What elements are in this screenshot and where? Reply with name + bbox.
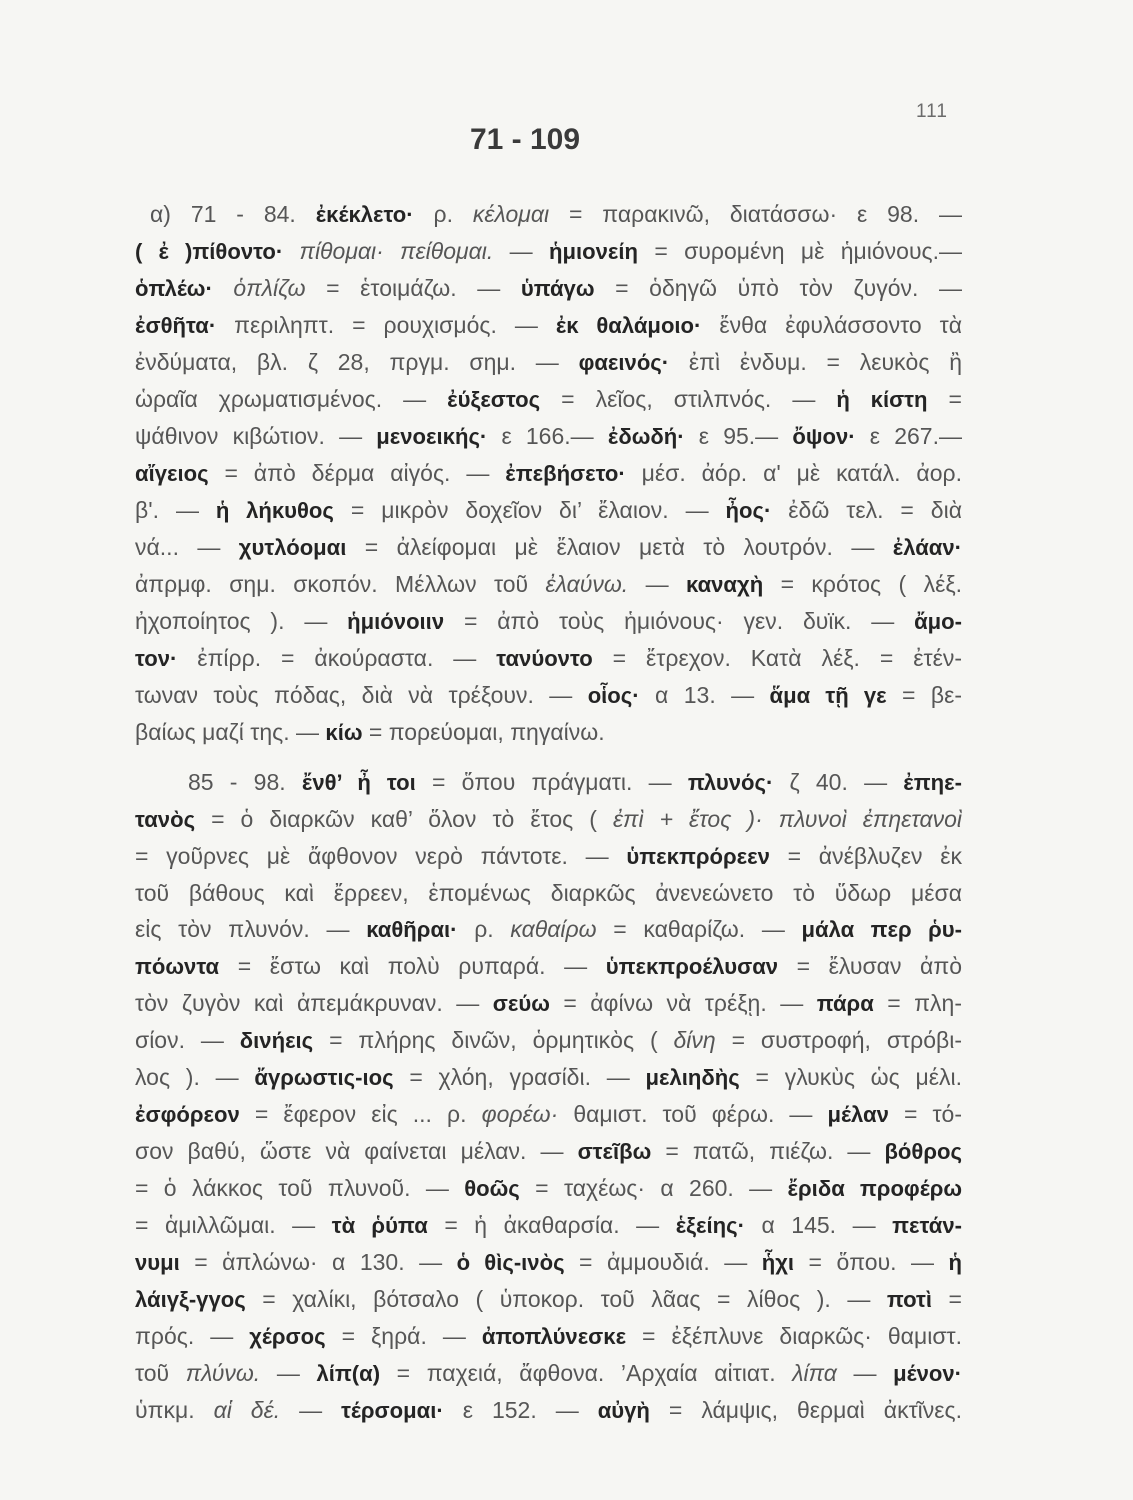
gloss-text: = λάμψις, θερμαὶ ἀκτῖνες. — [649, 1397, 962, 1423]
headword: ἔριδα προφέρω — [787, 1176, 962, 1201]
gloss-text: πρός. — — [135, 1323, 250, 1349]
headword: πόωντα — [135, 954, 220, 979]
text-line — [135, 985, 962, 1022]
headword: βόθρος — [884, 1139, 962, 1164]
text-line — [135, 640, 962, 677]
gloss-text: θαμιστ. τοῦ φέρω. — — [558, 1101, 828, 1127]
text-line — [135, 911, 962, 948]
text-line — [135, 1207, 962, 1244]
headword: ὑπάγω — [520, 276, 595, 301]
gloss-text: ἐνδύματα, βλ. ζ 28, πργμ. σημ. — — [135, 349, 579, 375]
gloss-text: — — [280, 1397, 342, 1423]
gloss-text: = γλυκὺς ὡς μέλι. — [739, 1064, 962, 1090]
gloss-text: = πορεύομαι, πηγαίνω. — [362, 719, 605, 745]
italic-text: καθαίρω — [510, 916, 597, 942]
headword: τον· — [135, 646, 178, 671]
headword: ἐδωδή· — [607, 424, 685, 449]
gloss-text: τὸν ζυγὸν καὶ ἀπεμάκρυναν. — — [135, 990, 493, 1016]
headword: σεύω — [492, 991, 550, 1016]
gloss-text: = καθαρίζω. — — [596, 916, 802, 942]
text-line — [135, 838, 962, 875]
headword: ἄμο- — [914, 609, 962, 634]
gloss-text: = ἀφίνω νὰ τρέξῃ. — — [549, 990, 817, 1016]
gloss-text: = ἀνέβλυζεν ἐκ — [769, 843, 963, 869]
gloss-text: = ἁμιλλῶμαι. — — [135, 1212, 332, 1238]
gloss-text: — — [260, 1360, 317, 1386]
gloss-text: = ἀλείφομαι μὲ ἔλαιον μετὰ τὸ λουτρόν. — — [346, 534, 893, 560]
headword: ὁ θὶς-ινὸς — [456, 1250, 565, 1275]
gloss-text: ε 95.— — [684, 423, 793, 449]
italic-text: ἐλαύνω. — [545, 571, 629, 597]
headword: ἐσφόρεον — [135, 1102, 240, 1127]
headword: τὰ ῥύπα — [331, 1213, 428, 1238]
headword: ἔνθ’ ἦ τοι — [301, 770, 416, 795]
section-heading: 71 - 109 — [469, 123, 581, 156]
gloss-text: α 145. — — [744, 1212, 893, 1238]
text-line — [135, 418, 962, 455]
gloss-text: = χλόη, γρασίδι. — — [393, 1064, 646, 1090]
gloss-text: = λεῖος, στιλπνός. — — [540, 386, 837, 412]
text-line — [135, 677, 962, 714]
headword: θοῶς — [464, 1176, 520, 1201]
gloss-text: — — [836, 1360, 894, 1386]
gloss-text: = — [927, 386, 962, 412]
gloss-text: ἔνθα ἐφυλάσσοντο τὰ — [701, 312, 963, 338]
gloss-text: τωναν τοὺς πόδας, διὰ νὰ τρέξουν. — — [135, 682, 588, 708]
gloss-text: εἰς τὸν πλυνόν. — — [135, 916, 367, 942]
headword: πλυνός· — [687, 770, 774, 795]
headword: ὑπεκπροέλυσαν — [605, 954, 779, 979]
text-line — [135, 566, 962, 603]
headword: ἐλάαν· — [892, 535, 962, 560]
headword: ἡμιόνοιιν — [347, 609, 445, 634]
headword: ἐπεβήσετο· — [505, 461, 626, 486]
gloss-text: = ταχέως· α 260. — — [519, 1175, 788, 1201]
gloss-text: = ἔστω καὶ πολὺ ρυπαρά. — — [219, 953, 606, 979]
gloss-text: ε 267.— — [855, 423, 962, 449]
gloss-text: ρ. — [457, 916, 511, 942]
gloss-text: = ἔλυσαν ἀπὸ — [778, 953, 962, 979]
gloss-text: ἐδῶ τελ. = διὰ — [771, 497, 962, 523]
gloss-text: ὑπκμ. — [135, 1397, 214, 1423]
italic-text: πίθομαι· πείθομαι. — [283, 238, 494, 264]
text-line — [135, 1392, 962, 1429]
gloss-text: = χαλίκι, βότσαλο ( ὑποκορ. τοῦ λᾶας = λίθος ). — — [245, 1286, 887, 1312]
headword: ἄγρωστις-ιος — [254, 1065, 394, 1090]
headword: ἐκ θαλάμοιο· — [555, 313, 702, 338]
headword: λάιγξ-γγος — [135, 1287, 246, 1312]
text-line — [135, 1355, 962, 1392]
page-number: 111 — [916, 101, 948, 122]
italic-text: δίνη — [673, 1027, 716, 1053]
headword: ἦος· — [725, 498, 772, 523]
gloss-text: = ἐξέπλυνε διαρκῶς· θαμιστ. — [626, 1323, 963, 1349]
italic-text: ἐπὶ + ἔτος )· πλυνοὶ ἐπηετανοὶ — [612, 806, 962, 832]
headword: ἐσθῆτα· — [135, 313, 217, 338]
text-line — [135, 307, 962, 344]
text-line — [135, 233, 962, 270]
gloss-text: = ὁ λάκκος τοῦ πλυνοῦ. — — [135, 1175, 465, 1201]
headword: ὑπεκπρόρεεν — [626, 844, 770, 869]
gloss-text: = ἁπλώνω· α 130. — — [179, 1249, 457, 1275]
text-line — [135, 492, 962, 529]
gloss-text: λος ). — — [135, 1064, 255, 1090]
text-line — [135, 1281, 962, 1318]
text-line — [135, 603, 962, 640]
text-line — [135, 455, 962, 492]
gloss-text: = ξηρά. — — [325, 1323, 482, 1349]
headword: ἡ — [948, 1250, 963, 1275]
italic-text: αἱ δέ. — [213, 1397, 281, 1423]
gloss-text: ἠχοποίητος ). — — [135, 608, 348, 634]
gloss-text: = μικρὸν δοχεῖον δι’ ἔλαιον. — — [333, 497, 726, 523]
text-line — [135, 714, 962, 751]
headword: αὐγὴ — [597, 1398, 650, 1423]
gloss-text: = ἀπὸ τοὺς ἡμιόνους· γεν. δυϊκ. — — [444, 608, 915, 634]
headword: ἡμιονείη — [548, 239, 638, 264]
headword: χυτλόομαι — [238, 535, 347, 560]
text-line — [135, 1170, 962, 1207]
gloss-text: = ὅπου. — — [794, 1249, 949, 1275]
text-line — [135, 1133, 962, 1170]
headword: ἅμα τῇ γε — [769, 683, 887, 708]
headword: καναχὴ — [686, 572, 764, 597]
gloss-text: τοῦ βάθους καὶ ἔρρεεν, ἑπομένως διαρκῶς ἀνενεώνετο τὸ ὕδωρ μέσα — [135, 880, 962, 906]
headword: μελιηδὴς — [645, 1065, 740, 1090]
italic-text: φορέω· — [481, 1101, 559, 1127]
gloss-text: ὡραῖα χρωματισμένος. — — [135, 386, 448, 412]
gloss-text: ἐπίρρ. = ἀκούραστα. — — [177, 645, 497, 671]
gloss-text: = ἔφερον εἰς ... ρ. — [239, 1101, 482, 1127]
gloss-text: μέσ. ἀόρ. α' μὲ κατάλ. ἀορ. — [625, 460, 962, 486]
headword: μενοεικής· — [376, 424, 488, 449]
gloss-text: περιληπτ. = ρουχισμός. — — [216, 312, 556, 338]
gloss-text: ζ 40. — — [773, 769, 904, 795]
headword: φαεινός· — [578, 350, 670, 375]
gloss-text: = παχειά, ἄφθονα. ’Αρχαία αἰτιατ. — [380, 1360, 793, 1386]
italic-text: λίπα — [792, 1360, 837, 1386]
headword: μέλαν — [827, 1102, 889, 1127]
gloss-text: = ὅπου πράγματι. — — [415, 769, 688, 795]
gloss-text: = συρομένη μὲ ἡμιόνους.— — [637, 238, 963, 264]
paragraph-2 — [135, 764, 962, 1429]
commentary-body — [135, 196, 962, 1429]
text-line — [135, 344, 962, 381]
headword: ἧχι — [761, 1250, 795, 1275]
paragraph-1 — [135, 196, 962, 751]
text-line — [135, 764, 962, 801]
text-line — [135, 948, 962, 985]
headword: μάλα περ ῥυ- — [801, 917, 963, 942]
text-line — [135, 1096, 962, 1133]
gloss-text: = βε- — [886, 682, 962, 708]
headword: ( ἐ )πίθοντο· — [135, 239, 284, 264]
italic-text: κέλομαι — [472, 201, 550, 227]
gloss-text: 85 - 98. — [188, 769, 302, 795]
gloss-text: ρ. — [413, 201, 473, 227]
text-line — [135, 529, 962, 566]
gloss-text: σίον. — — [135, 1027, 240, 1053]
headword: οἷος· — [587, 683, 640, 708]
gloss-text: α) 71 - 84. — [150, 201, 316, 227]
gloss-text: = πατῶ, πιέζω. — — [651, 1138, 885, 1164]
gloss-text: = ἑτοιμάζω. — — [305, 275, 521, 301]
text-line — [135, 381, 962, 418]
text-line — [135, 270, 962, 307]
gloss-text: = πλη- — [873, 990, 963, 1016]
text-line — [135, 196, 962, 233]
gloss-text: = κρότος ( λέξ. — [763, 571, 963, 597]
headword: ποτὶ — [886, 1287, 933, 1312]
gloss-text: = πλήρης δινῶν, ὁρμητικὸς ( — [313, 1027, 674, 1053]
headword: λίπ(α) — [316, 1361, 381, 1386]
text-line — [135, 1244, 962, 1281]
text-line — [135, 875, 962, 911]
headword: ἐκέκλετο· — [315, 202, 414, 227]
gloss-text: σον βαθύ, ὥστε νὰ φαίνεται μέλαν. — — [135, 1138, 578, 1164]
gloss-text: = συστροφή, στρόβι- — [715, 1027, 962, 1053]
gloss-text: = ἀπὸ δέρμα αἰγός. — — [208, 460, 506, 486]
headword: δινήεις — [239, 1028, 314, 1053]
headword: πετάν- — [892, 1213, 962, 1238]
text-line — [135, 1022, 962, 1059]
headword: ἑξείης· — [675, 1213, 745, 1238]
italic-text: ὁπλίζω — [212, 275, 306, 301]
gloss-text: ψάθινον κιβώτιον. — — [135, 423, 377, 449]
headword: αἴγειος — [135, 461, 209, 486]
headword: χέρσος — [249, 1324, 326, 1349]
headword: πάρα — [816, 991, 874, 1016]
headword: καθῆραι· — [366, 917, 458, 942]
headword: στεῖβω — [577, 1139, 652, 1164]
text-line — [135, 1318, 962, 1355]
gloss-text: — — [493, 238, 549, 264]
headword: μένον· — [893, 1361, 962, 1386]
gloss-text: ε 152. — — [443, 1397, 598, 1423]
gloss-text: = ἔτρεχον. Κατὰ λέξ. = ἐτέν- — [592, 645, 962, 671]
gloss-text: — — [628, 571, 686, 597]
gloss-text: = — [932, 1286, 962, 1312]
headword: ἡ λήκυθος — [215, 498, 334, 523]
gloss-text: = ὁδηγῶ ὑπὸ τὸν ζυγόν. — — [594, 275, 963, 301]
text-line — [135, 801, 962, 838]
gloss-text: = ἡ ἀκαθαρσία. — — [427, 1212, 676, 1238]
headword: τανύοντο — [496, 646, 593, 671]
headword: κίω — [325, 720, 363, 745]
gloss-text: = ἀμμουδιά. — — [564, 1249, 762, 1275]
headword: ἀποπλύνεσκε — [481, 1324, 627, 1349]
gloss-text: β'. — — [135, 497, 216, 523]
headword: ὄψον· — [792, 424, 856, 449]
gloss-text: = παρακινῶ, διατάσσω· ε 98. — — [549, 201, 962, 227]
gloss-text: ε 166.— — [487, 423, 608, 449]
headword: τέρσομαι· — [341, 1398, 444, 1423]
gloss-text: ἀπρμφ. σημ. σκοπόν. Μέλλων τοῦ — [135, 571, 546, 597]
headword: ἐπηε- — [903, 770, 962, 795]
text-line — [135, 1059, 962, 1096]
gloss-text: = ὁ διαρκῶν καθ’ ὅλον τὸ ἔτος ( — [195, 806, 613, 832]
headword: τανὸς — [135, 807, 196, 832]
headword: νυμι — [135, 1250, 180, 1275]
headword: ὁπλέω· — [135, 276, 213, 301]
gloss-text: τοῦ — [135, 1360, 186, 1386]
gloss-text: = τό- — [888, 1101, 962, 1127]
headword: ἡ κίστη — [836, 387, 928, 412]
italic-text: πλύνω. — [185, 1360, 261, 1386]
gloss-text: νά... — — [135, 534, 239, 560]
gloss-text: = γοῦρνες μὲ ἄφθονον νερὸ πάντοτε. — — [135, 843, 627, 869]
gloss-text: ἐπὶ ἐνδυμ. = λευκὸς ἢ — [669, 349, 962, 375]
gloss-text: α 13. — — [639, 682, 770, 708]
gloss-text: βαίως μαζί της. — — [135, 719, 326, 745]
headword: ἐύξεστος — [447, 387, 541, 412]
